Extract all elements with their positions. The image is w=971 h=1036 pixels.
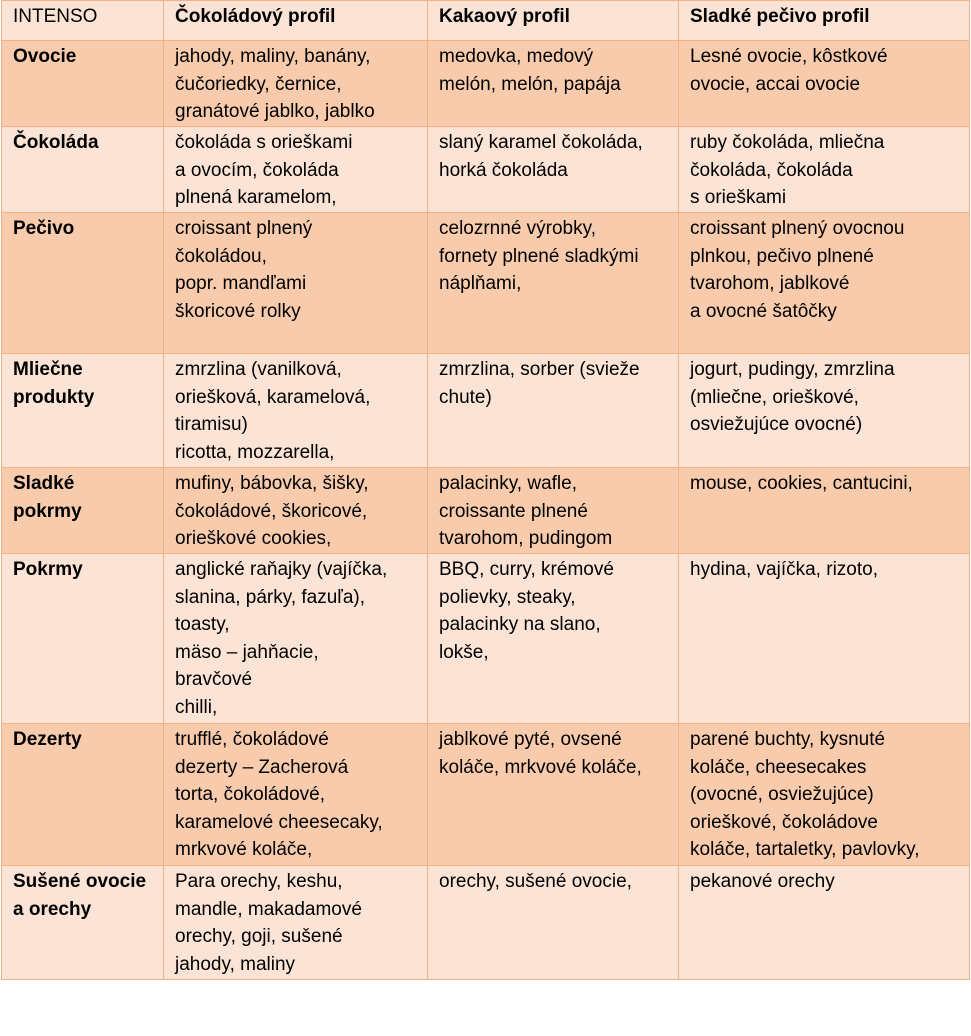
cell-line: orieškové cookies,: [175, 528, 332, 550]
cell-line: čokoláda s orieškami: [175, 132, 353, 153]
cell-line: jahody, maliny: [175, 953, 296, 975]
row-label-cell: [2, 724, 164, 866]
row-label: Pečivo: [13, 218, 75, 239]
cell-line: čokoládou,: [175, 245, 267, 267]
cell-line: mäso – jahňacie,: [175, 641, 319, 663]
table-cell: [428, 724, 679, 866]
row-label: Dezerty: [13, 729, 82, 750]
cell-line: tiramisu): [175, 414, 248, 436]
cell-line: palacinky na slano,: [439, 614, 601, 636]
cell-line: (mliečne, orieškové,: [690, 386, 859, 408]
cell-line: anglické raňajky (vajíčka,: [175, 559, 388, 580]
flavor-profile-table: [1, 0, 970, 980]
cell-line: hydina, vajíčka, rizoto,: [690, 559, 878, 580]
table-cell: [679, 468, 970, 554]
cell-line: koláče, cheesecakes: [690, 756, 867, 778]
cell-line: čokoládové, škoricové,: [175, 500, 368, 522]
header-cell-intenso: [2, 1, 164, 41]
row-label: Čokoláda: [13, 132, 99, 153]
cell-line: ruby čokoláda, mliečna: [690, 132, 885, 153]
cell-line: croissant plnený: [175, 218, 313, 239]
header-label: Kakaový profil: [439, 6, 570, 27]
cell-line: a ovocím, čokoláda: [175, 159, 339, 181]
cell-line: koláče, mrkvové koláče,: [439, 756, 642, 778]
row-label-cell: [2, 554, 164, 724]
cell-line: medovka, medový: [439, 46, 594, 67]
cell-line: čokoláda, čokoláda: [690, 159, 853, 181]
cell-line: orechy, sušené ovocie,: [439, 871, 632, 892]
row-label: pokrmy: [13, 500, 82, 522]
cell-line: tvarohom, jablkové: [690, 273, 850, 295]
cell-line: popr. mandľami: [175, 273, 307, 295]
cell-line: plnkou, pečivo plnené: [690, 245, 874, 267]
header-cell-cocoa-profile: [428, 1, 679, 41]
table-cell: [428, 866, 679, 980]
table-row-mliecne-produkty: [2, 354, 970, 468]
cell-line: orieškové, čokoládove: [690, 811, 878, 833]
table-row-susene-ovocie: [2, 866, 970, 980]
cell-line: oriešková, karamelová,: [175, 386, 371, 408]
row-label: a orechy: [13, 898, 92, 920]
table-cell: [679, 354, 970, 468]
cell-line: horká čokoláda: [439, 159, 568, 181]
table-row-sladke-pokrmy: [2, 468, 970, 554]
header-cell-sweet-pastry-profile: [679, 1, 970, 41]
cell-line: celozrnné výrobky,: [439, 218, 596, 239]
cell-line: torta, čokoládové,: [175, 784, 325, 806]
cell-line: ovocie, accai ovocie: [690, 73, 861, 95]
table-row-pokrmy: [2, 554, 970, 724]
table-row-dezerty: [2, 724, 970, 866]
cell-line: (ovocné, osviežujúce): [690, 784, 874, 806]
cell-line: jahody, maliny, banány,: [175, 46, 371, 67]
header-label: Sladké pečivo profil: [690, 6, 870, 27]
header-row: [2, 1, 970, 41]
cell-line: plnená karamelom,: [175, 187, 337, 209]
cell-line: mouse, cookies, cantucini,: [690, 473, 913, 494]
cell-line: Para orechy, keshu,: [175, 871, 343, 892]
table-cell: [679, 554, 970, 724]
table-cell: [679, 866, 970, 980]
table-cell: [164, 41, 428, 127]
table-cell: [428, 554, 679, 724]
cell-line: croissant plnený ovocnou: [690, 218, 905, 239]
row-label: produkty: [13, 386, 95, 408]
table-cell: [679, 127, 970, 213]
table-cell: [428, 41, 679, 127]
cell-line: koláče, tartaletky, pavlovky,: [690, 839, 920, 861]
row-label: Sušené ovocie: [13, 871, 147, 892]
cell-line: BBQ, curry, krémové: [439, 559, 614, 580]
row-label-cell: [2, 213, 164, 354]
cell-line: bravčové: [175, 669, 253, 691]
table-cell: [164, 554, 428, 724]
cell-line: osviežujúce ovocné): [690, 414, 863, 436]
cell-line: melón, melón, papája: [439, 73, 621, 95]
row-label-cell: [2, 127, 164, 213]
row-label: Pokrmy: [13, 559, 83, 580]
table-row-cokolada: [2, 127, 970, 213]
cell-line: chilli,: [175, 696, 218, 718]
cell-line: fornety plnené sladkými: [439, 245, 639, 267]
cell-line: jogurt, pudingy, zmrzlina: [690, 359, 895, 380]
cell-line: chute): [439, 386, 492, 408]
cell-line: mandle, makadamové: [175, 898, 362, 920]
table-cell: [428, 213, 679, 354]
cell-line: trufflé, čokoládové: [175, 729, 329, 750]
cell-line: slaný karamel čokoláda,: [439, 132, 643, 153]
cell-line: lokše,: [439, 641, 489, 663]
table-row-pecivo: [2, 213, 970, 354]
cell-line: jablkové pyté, ovsené: [439, 729, 622, 750]
header-label: INTENSO: [13, 6, 98, 27]
table-cell: [428, 127, 679, 213]
cell-line: orechy, goji, sušené: [175, 926, 343, 948]
table-cell: [164, 724, 428, 866]
table-cell: [428, 468, 679, 554]
table-cell: [164, 468, 428, 554]
cell-line: slanina, párky, fazuľa),: [175, 586, 365, 608]
row-label-cell: [2, 41, 164, 127]
cell-line: parené buchty, kysnuté: [690, 729, 886, 750]
cell-line: polievky, steaky,: [439, 586, 576, 608]
cell-line: toasty,: [175, 614, 230, 636]
cell-line: dezerty – Zacherová: [175, 756, 349, 778]
cell-line: croissante plnené: [439, 500, 588, 522]
cell-line: pekanové orechy: [690, 871, 835, 892]
row-label-cell: [2, 354, 164, 468]
row-label: Sladké: [13, 473, 75, 494]
cell-line: s orieškami: [690, 187, 787, 209]
table-cell: [679, 724, 970, 866]
table-cell: [164, 866, 428, 980]
table-cell: [164, 213, 428, 354]
cell-line: zmrzlina, sorber (svieže: [439, 359, 640, 380]
header-label: Čokoládový profil: [175, 6, 336, 27]
cell-line: karamelové cheesecaky,: [175, 811, 383, 833]
table-cell: [428, 354, 679, 468]
cell-line: granátové jablko, jablko: [175, 101, 375, 123]
cell-line: palacinky, wafle,: [439, 473, 577, 494]
cell-line: tvarohom, pudingom: [439, 528, 613, 550]
table-row-ovocie: [2, 41, 970, 127]
cell-line: náplňami,: [439, 273, 522, 295]
cell-line: zmrzlina (vanilková,: [175, 359, 342, 380]
cell-line: mrkvové koláče,: [175, 839, 313, 861]
cell-line: škoricové rolky: [175, 300, 301, 322]
cell-line: mufiny, bábovka, šišky,: [175, 473, 369, 494]
row-label-cell: [2, 468, 164, 554]
cell-line: a ovocné šatôčky: [690, 300, 837, 322]
table-cell: [164, 354, 428, 468]
row-label-cell: [2, 866, 164, 980]
table-cell: [164, 127, 428, 213]
row-label: Ovocie: [13, 46, 77, 67]
cell-line: ricotta, mozzarella,: [175, 441, 335, 463]
table-cell: [679, 41, 970, 127]
row-label: Mliečne: [13, 359, 83, 380]
cell-line: Lesné ovocie, kôstkové: [690, 46, 888, 67]
header-cell-chocolate-profile: [164, 1, 428, 41]
table-cell: [679, 213, 970, 354]
cell-line: čučoriedky, černice,: [175, 73, 342, 95]
